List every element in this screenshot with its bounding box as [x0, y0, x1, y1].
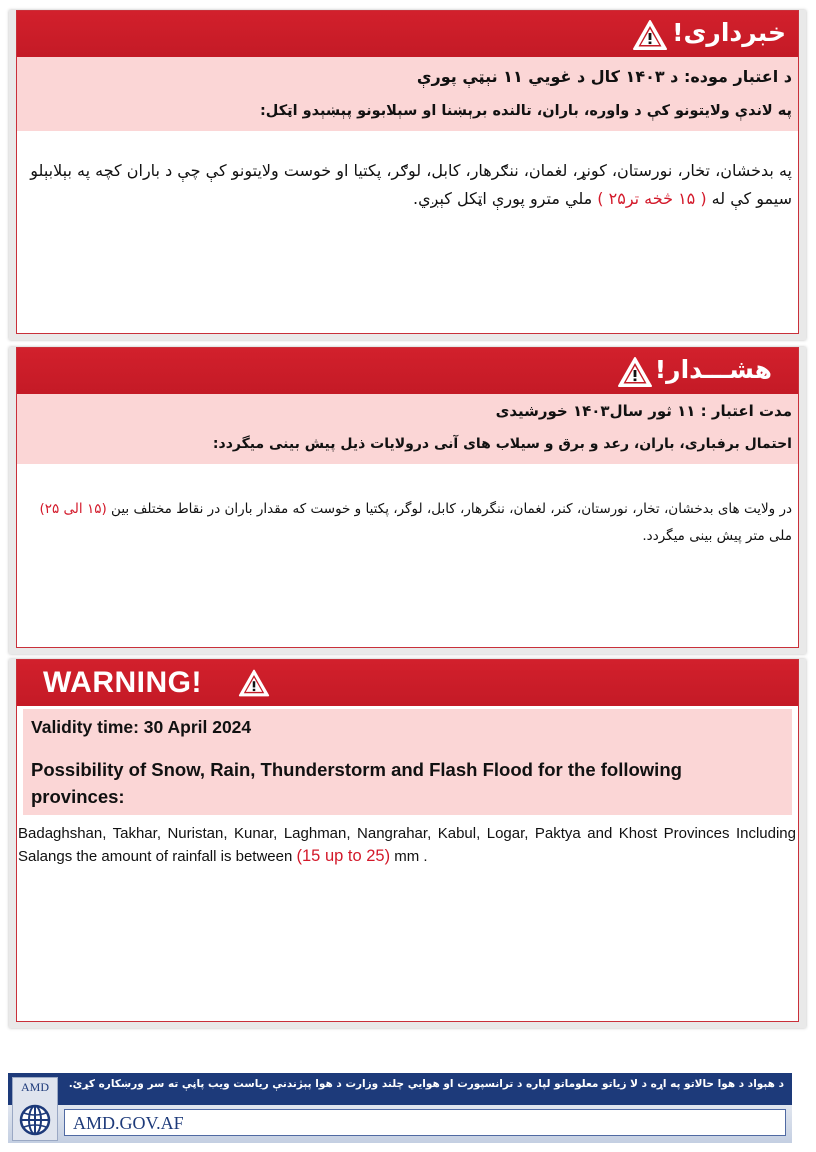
pashto-title: خبرداری!	[672, 18, 786, 47]
globe-icon	[19, 1104, 51, 1136]
english-panel-inner	[16, 659, 799, 1022]
pashto-warning-panel	[9, 10, 806, 340]
dari-validity: مدت اعتبار : ۱۱ ثور سال۱۴۰۳ خورشیدی	[495, 402, 792, 420]
english-title: WARNING!	[43, 666, 202, 699]
english-intro-line1: Possibility of Snow, Rain, Thunderstorm and Flash Flood for the following	[31, 759, 682, 780]
warning-triangle-icon	[238, 668, 270, 698]
dari-body-text: در ولایت های بدخشان، تخار، نورستان، کنر، لغمان، ننگرهار، کابل، لوگر، پکتیا و خوست که مقدار باران در نقاط مختلف بین	[106, 501, 792, 517]
english-body	[18, 823, 796, 868]
pashto-body-text: په بدخشان، تخار، نورستان، کونړ، لغمان، ننګرهار، کابل، لوګر، پکتيا او خوست ولايتونو کې چې د باران کچه په بېلابېلو سيمو کې له	[30, 161, 792, 208]
pashto-header-box	[17, 57, 798, 131]
english-body-text: Badaghshan, Takhar, Nuristan, Kunar, Laghman, Nangrahar, Kabul, Logar, Paktya and Khost Provinces Including Salangs the amount of rainfall is between	[18, 825, 796, 865]
amd-logo-text: AMD	[20, 1080, 49, 1094]
pashto-validity: د اعتبار موده: د ۱۴۰۳ کال د غويي ۱۱ نېټې پورې	[416, 67, 792, 86]
dari-title: هشـــدار!	[654, 355, 772, 384]
footer-note-bar	[8, 1073, 792, 1105]
dari-body-suffix: ملی متر پیش بینی میگردد.	[642, 528, 792, 544]
pashto-body	[23, 157, 792, 213]
english-rain-range: (15 up to 25)	[296, 847, 391, 865]
dari-panel-inner	[16, 347, 799, 648]
pashto-intro: په لاندې ولايتونو کې د واوره، باران، تالنده برېښنا او سېلابونو پېښېدو اټکل:	[259, 103, 792, 119]
dari-header-box	[17, 394, 798, 464]
english-intro-line2: provinces:	[31, 786, 125, 807]
footer-note: د هېواد د هوا حالاتو په اړه د لا زياتو معلوماتو لپاره د ترانسپورت او هوايي چلند وزارت د هوا پېژندنې رياست ويب پاڼې ته سر ورښکاره کړئ.	[68, 1078, 784, 1090]
english-validity: Validity time: 30 April 2024	[31, 717, 252, 737]
footer	[8, 1073, 792, 1143]
website-url[interactable]: AMD.GOV.AF	[73, 1113, 184, 1133]
english-title-bar	[17, 660, 798, 706]
pashto-rain-range: ( ۱۵ څخه تر۲۵ )	[597, 189, 707, 208]
warning-triangle-icon	[617, 356, 653, 388]
dari-warning-panel	[9, 347, 806, 654]
dari-title-bar	[17, 348, 798, 394]
amd-logo	[12, 1077, 58, 1141]
english-warning-panel	[9, 659, 806, 1028]
dari-intro: احتمال برفباری، باران، رعد و برق و سیلاب های آنی درولایات ذیل پیش بینی میگردد:	[212, 436, 792, 452]
pashto-title-bar	[17, 11, 798, 57]
dari-rain-range: (۱۵ الی ۲۵)	[39, 501, 107, 517]
english-body-suffix: mm .	[390, 848, 428, 865]
pashto-body-suffix: ملي مترو پورې اټکل کېږي.	[413, 189, 598, 208]
website-url-box[interactable]	[64, 1109, 786, 1136]
dari-body	[23, 496, 792, 550]
english-header-box	[23, 709, 792, 815]
pashto-panel-inner	[16, 10, 799, 334]
warning-triangle-icon	[632, 19, 668, 51]
